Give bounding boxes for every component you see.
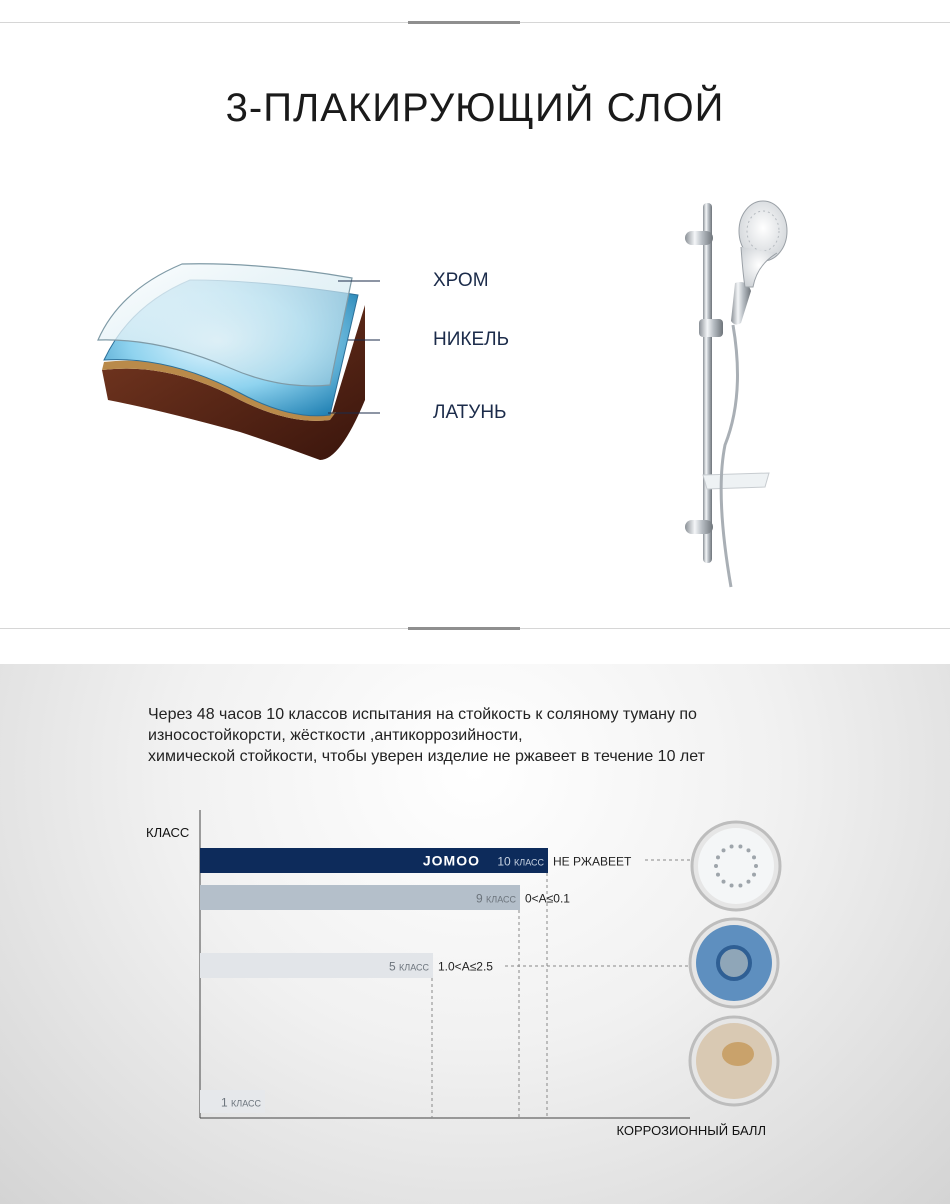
layer-label-brass: ЛАТУНЬ [433, 402, 507, 423]
chart-bars [200, 848, 632, 1118]
nozzle-dot [730, 845, 734, 849]
nozzle-dot [716, 873, 720, 877]
page-title: 3-ПЛАКИРУЮЩИЙ СЛОЙ [225, 86, 725, 130]
bar-brand-label: JOMOO [422, 852, 480, 869]
x-axis-label: КОРРОЗИОННЫЙ БАЛЛ [616, 1123, 766, 1138]
plating-layers-illustration [90, 250, 380, 465]
layer-label-chrome: ХРОМ [433, 270, 489, 291]
nozzle-dot [716, 855, 720, 859]
bar-label-1: 1 КЛАСС [221, 1095, 261, 1110]
bar-annotation-9: 0<A≤0.1 [525, 891, 570, 906]
nozzle-dot [738, 845, 742, 849]
bar-9 [200, 885, 520, 910]
shower-set-image [665, 195, 800, 595]
rust-spot [722, 1042, 754, 1066]
bar-label-10: 10 КЛАСС [497, 854, 544, 869]
nozzle-dot [752, 855, 756, 859]
bar-10 [200, 848, 548, 873]
bar-label-9: 9 КЛАСС [476, 891, 516, 906]
nozzle-dot [730, 883, 734, 887]
nozzle-dot [714, 864, 718, 868]
description-line: износостойкорсти, жёсткости ,антикоррозийности, [148, 727, 523, 744]
sample-no-rust-inner [698, 828, 774, 904]
nozzle-dot [722, 880, 726, 884]
top-divider-tab [408, 21, 520, 24]
nozzle-dot [738, 883, 742, 887]
y-axis-label: КЛАСС [146, 825, 190, 840]
nozzle-dot [746, 848, 750, 852]
description-line: химической стойкости, чтобы уверен изделие не ржавеет в течение 10 лет [148, 748, 705, 765]
bar-annotation-5: 1.0<A≤2.5 [438, 959, 493, 974]
corrosion-grade-chart [0, 800, 950, 1160]
nozzle-dot [722, 848, 726, 852]
test-description [148, 704, 848, 767]
nozzle-dot [752, 873, 756, 877]
bar-annotation-10: НЕ РЖАВЕЕТ [553, 854, 632, 869]
bottom-divider-tab [408, 627, 520, 630]
description-line: Через 48 часов 10 классов испытания на стойкость к соляному туману по [148, 706, 697, 723]
sample-core [718, 947, 750, 979]
layer-label-nickel: НИКЕЛЬ [433, 329, 510, 350]
nozzle-dot [754, 864, 758, 868]
nozzle-dot [746, 880, 750, 884]
bar-label-5: 5 КЛАСС [389, 959, 429, 974]
